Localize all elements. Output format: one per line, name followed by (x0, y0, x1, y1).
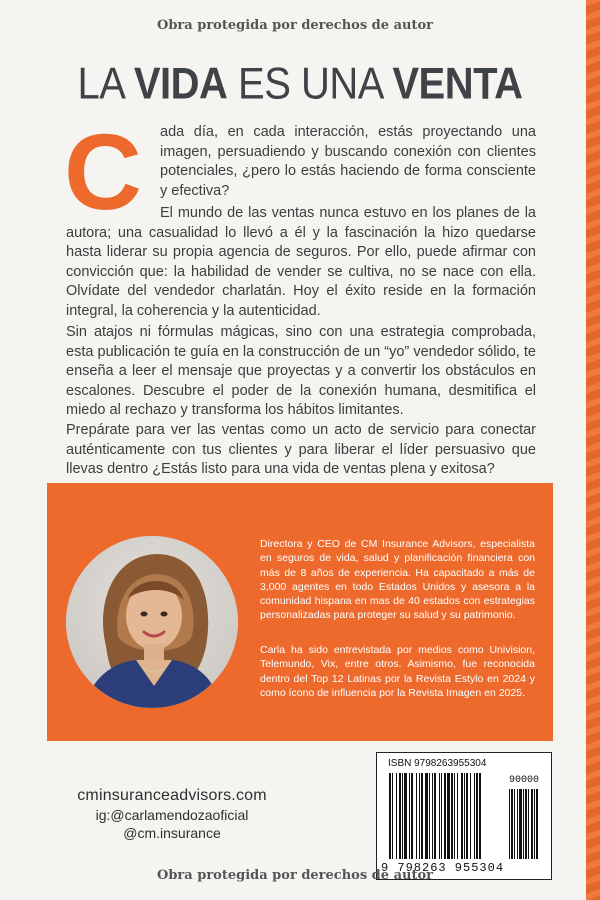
author-portrait-icon (66, 536, 238, 708)
synopsis-paragraph-4: Prepárate para ver las ventas como un acto de servicio para conectar auténticamente con tus clientes y para liberar el líder persuasivo que llevas dentro ¿Estás listo para una vida de ventas plena y exitosa? (66, 422, 536, 477)
isbn-barcode (376, 752, 552, 880)
author-bio-paragraph-1: Directora y CEO de CM Insurance Advisors, especialista en seguros de vida, salud y planificación financiera con más de 8 años de experiencia. Ha capacitado a más de 3,000 agentes en todo Estados Unidos y asesora a la comunidad hispana en mas de 40 estados con estrategias personalizadas para proteger su salud y su patrimonio. (260, 538, 535, 622)
synopsis-paragraph-3: Sin atajos ni fórmulas mágicas, sino con una estrategia comprobada, esta publicación te guía en la construcción de un “yo” vendedor sólido, te enseña a leer el mensaje que proyectas y a convertir los obstáculos en escalones. Descubre el poder de la conexión humana, desmitifica el miedo al rechazo y transforma los hábitos limitantes. (66, 324, 536, 418)
author-bio-paragraph-2: Carla ha sido entrevistada por medios como Univision, Telemundo, Vix, entre otros. Asimismo, fue reconocida dentro del Top 12 Latinas por la Revista Estylo en 2024 y como ícono de influencia por la Revista Imagen en 2025. (260, 644, 535, 699)
book-title (0, 59, 600, 109)
author-photo (66, 536, 238, 708)
title-part-3: ES UNA (227, 59, 393, 109)
website-link[interactable]: cminsuranceadvisors.com (77, 787, 267, 804)
barcode-digits: 9 798263 955304 (381, 861, 505, 875)
price-code: 90000 (509, 775, 540, 786)
instagram-handle[interactable]: ig:@carlamendozaoficial (95, 807, 249, 823)
copyright-notice-top: Obra protegida por derechos de autor (157, 18, 433, 33)
title-part-1: LA (77, 59, 134, 109)
synopsis-paragraph-1: ada día, en cada interacción, estás proyectando una imagen, persuadiendo y buscando conexión con clientes potenciales, ¿pero lo estás haciendo de forma consciente y efectiva? (160, 124, 536, 199)
spine-edge-stripe (586, 0, 600, 900)
drop-cap: C (64, 111, 142, 232)
social-handle[interactable]: @cm.insurance (123, 825, 221, 841)
contact-block (52, 787, 292, 841)
title-part-4: VENTA (392, 59, 523, 109)
copyright-notice-bottom: Obra protegida por derechos de autor (157, 868, 433, 883)
synopsis-paragraph-2: El mundo de las ventas nunca estuvo en los planes de la autora; una casualidad lo llevó a él y la fascinación la hizo quedarse hasta liderar su propia agencia de seguros. Por ello, puede afirmar con convicción que: la habilidad de vender se cultiva, no se nace con ella. Olvídate del vendedor charlatán. Hoy el éxito reside en la formación integral, la coherencia y la autenticidad. (66, 205, 536, 319)
title-part-2: VIDA (133, 59, 228, 109)
isbn-label: ISBN 9798263955304 (388, 758, 487, 769)
